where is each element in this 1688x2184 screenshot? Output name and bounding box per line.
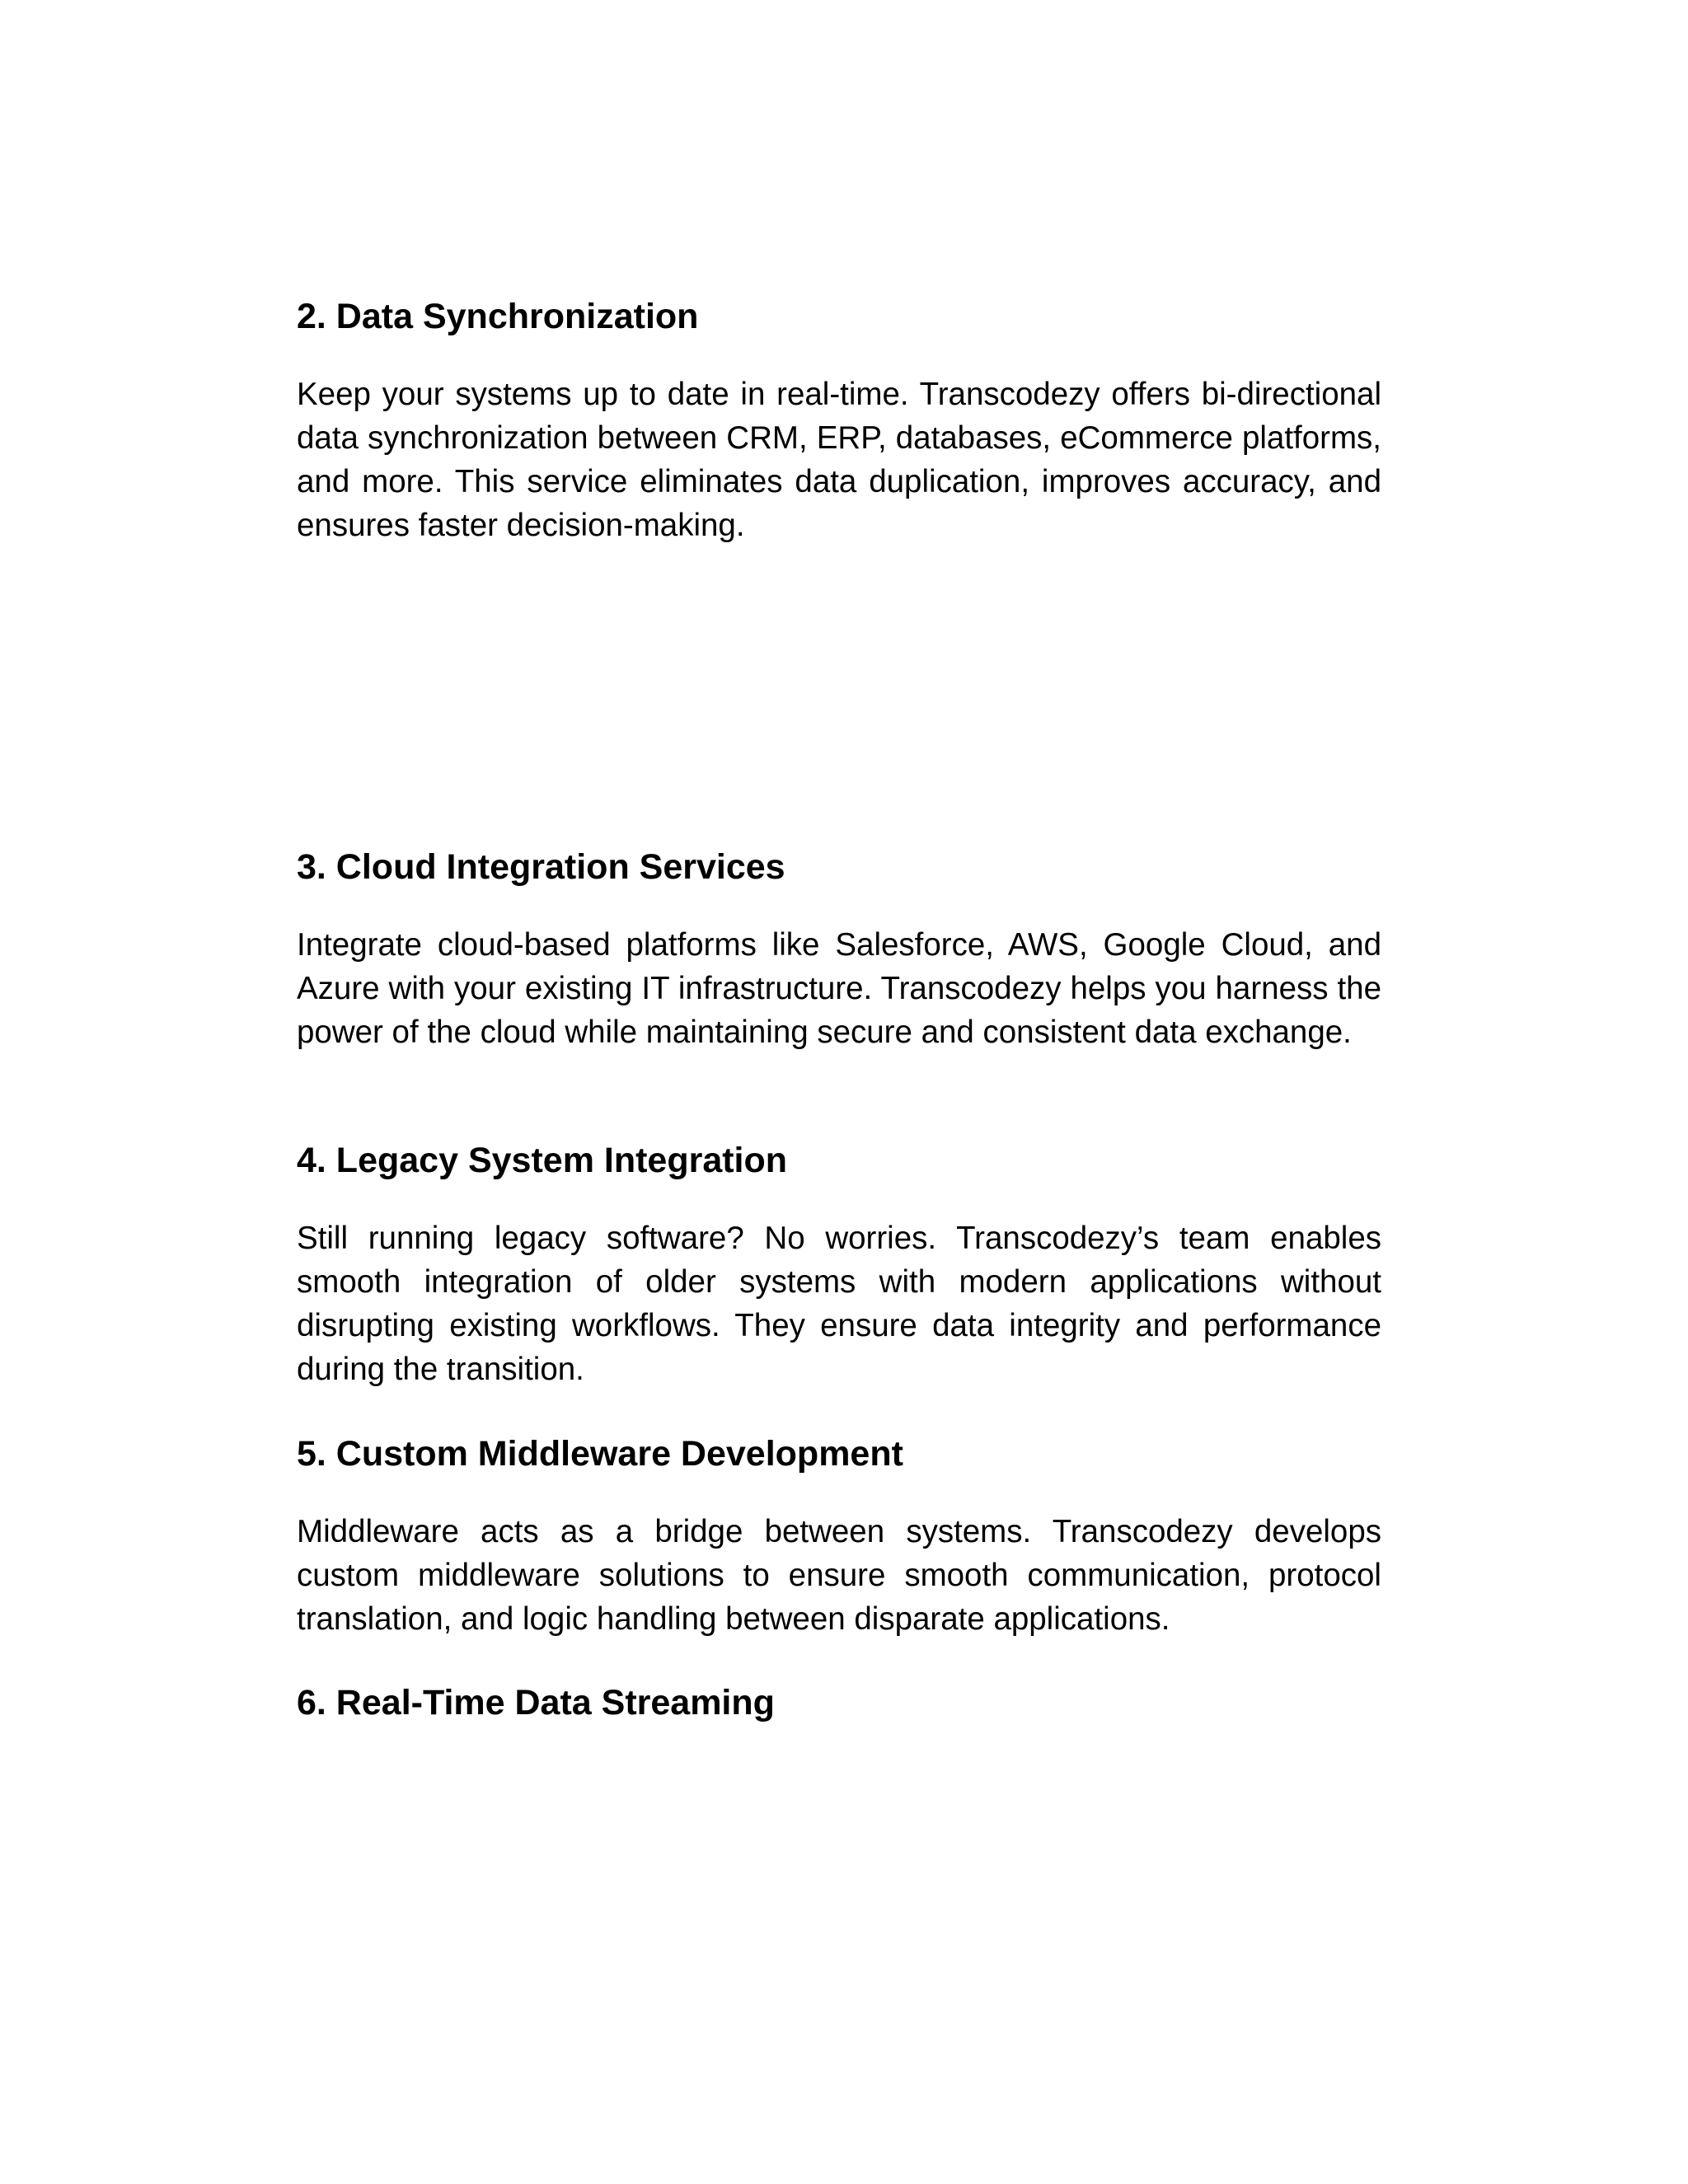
section-heading: 6. Real-Time Data Streaming — [297, 1683, 775, 1722]
section-heading: 3. Cloud Integration Services — [297, 847, 785, 887]
section-real-time-data-streaming — [297, 1681, 1381, 1724]
section-paragraph: Still running legacy software? No worries. Transcodezy’s team enables smooth integration of older systems with modern applications without disrupting existing workflows. They ensure data integrity and performance during the transition. — [297, 1221, 1381, 1387]
section-paragraph: Middleware acts as a bridge between systems. Transcodezy develops custom middleware solutions to ensure smooth communication, protocol translation, and logic handling between disparate applications. — [297, 1514, 1381, 1637]
section-paragraph: Keep your systems up to date in real-time. Transcodezy offers bi-directional data synchronization between CRM, ERP, databases, eCommerce platforms, and more. This service eliminates data duplication, improves accuracy, and ensures faster decision-making. — [297, 377, 1381, 543]
section-cloud-integration-services — [297, 846, 1381, 1054]
section-paragraph: Integrate cloud-based platforms like Salesforce, AWS, Google Cloud, and Azure with your existing IT infrastructure. Transcodezy helps you harness the power of the cloud while maintaining secure and consistent data exchange. — [297, 927, 1381, 1050]
section-heading: 4. Legacy System Integration — [297, 1141, 788, 1180]
section-heading: 5. Custom Middleware Development — [297, 1434, 903, 1474]
section-data-synchronization — [297, 295, 1381, 547]
section-custom-middleware-development — [297, 1432, 1381, 1641]
section-legacy-system-integration — [297, 1139, 1381, 1391]
section-heading: 2. Data Synchronization — [297, 297, 699, 336]
